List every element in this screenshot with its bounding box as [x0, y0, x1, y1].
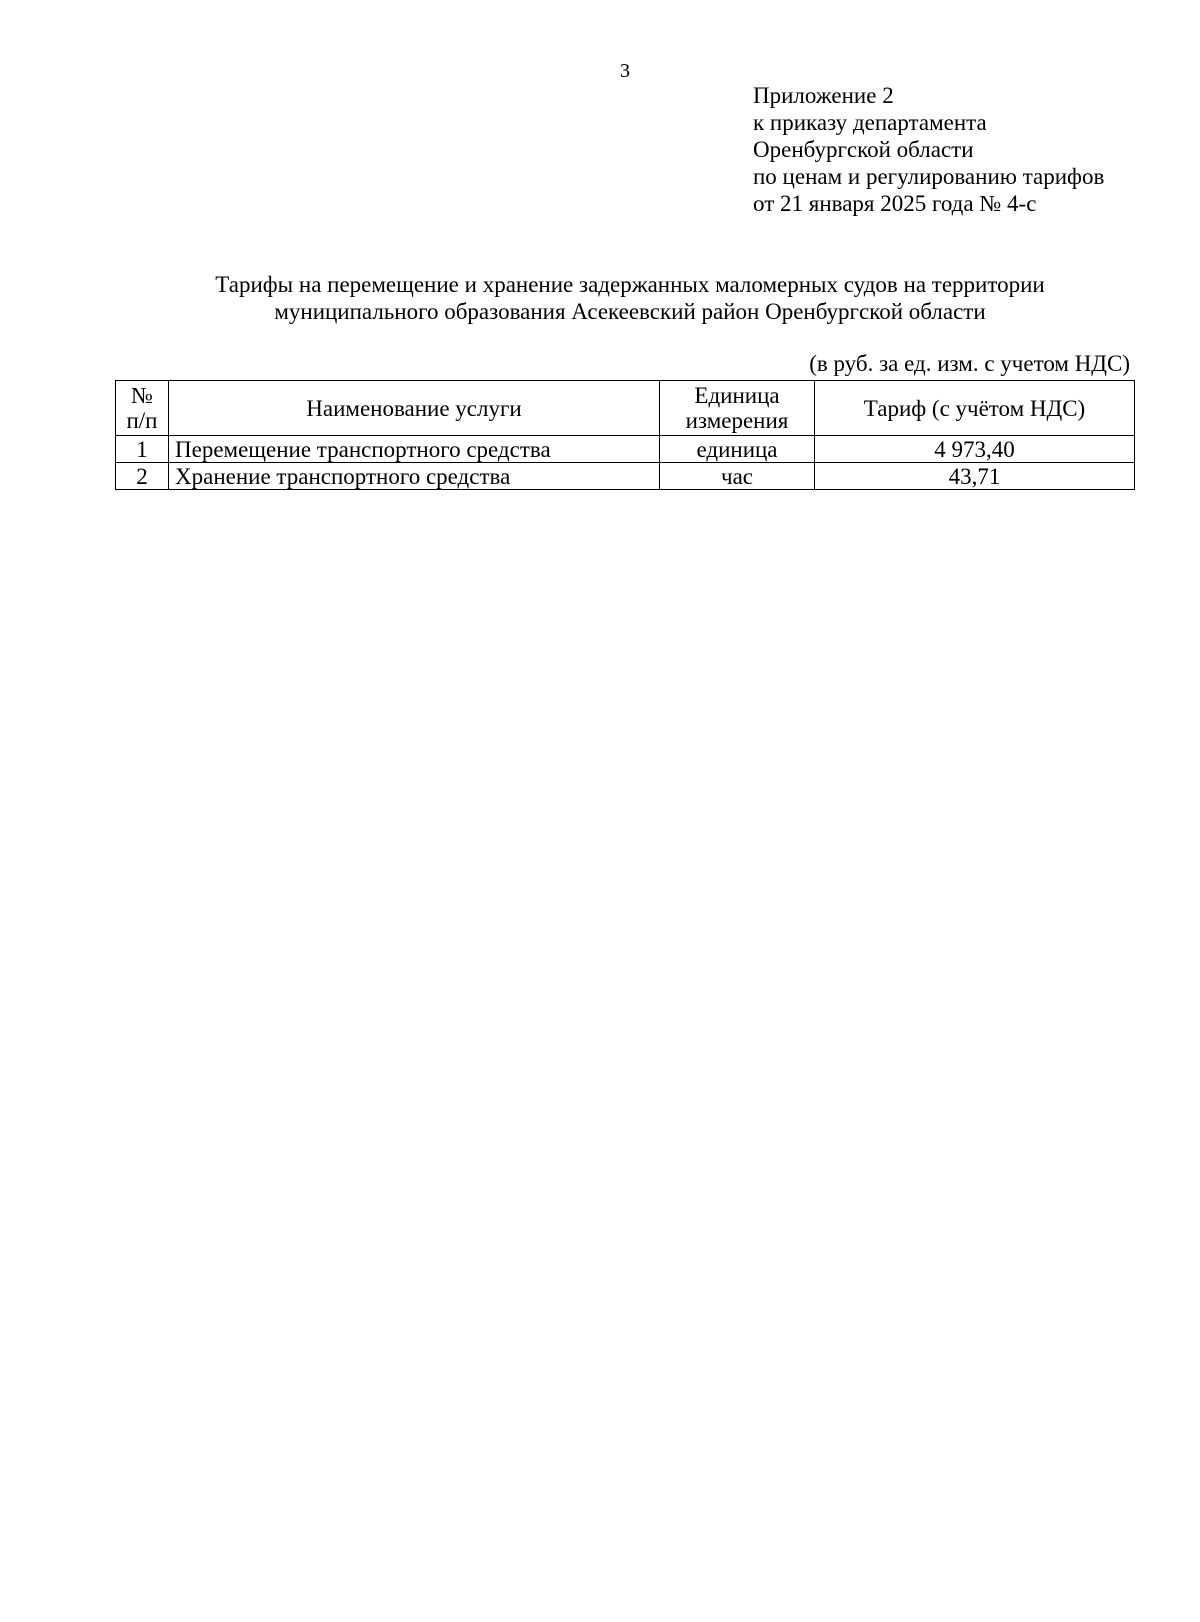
header-num-line: п/п — [126, 408, 158, 433]
table-header-row — [116, 381, 1135, 436]
cell-num: 2 — [116, 463, 169, 490]
cell-unit: единица — [660, 436, 815, 463]
tariff-table — [115, 380, 1135, 490]
title-line: муниципального образования Асекеевский район Оренбургской области — [274, 299, 986, 324]
table-row — [116, 436, 1135, 463]
appendix-line: от 21 января 2025 года № 4-с — [753, 191, 1037, 216]
appendix-line: к приказу департамента — [753, 110, 987, 135]
units-note: (в руб. за ед. изм. с учетом НДС) — [809, 351, 1130, 376]
cell-unit: час — [660, 463, 815, 490]
header-unit-line: измерения — [685, 408, 789, 433]
cell-tariff: 43,71 — [815, 463, 1135, 490]
title-line: Тарифы на перемещение и хранение задержанных маломерных судов на территории — [215, 272, 1045, 297]
cell-tariff: 4 973,40 — [815, 436, 1135, 463]
appendix-block — [753, 82, 1104, 217]
header-unit — [660, 381, 815, 436]
appendix-line: Оренбургской области — [753, 137, 974, 162]
header-num — [116, 381, 169, 436]
appendix-line: Приложение 2 — [753, 83, 894, 108]
table-row — [116, 463, 1135, 490]
header-tariff: Тариф (с учётом НДС) — [815, 381, 1135, 436]
cell-name: Перемещение транспортного средства — [169, 436, 660, 463]
header-unit-line: Единица — [694, 383, 780, 408]
page-number: 3 — [620, 60, 630, 82]
cell-num: 1 — [116, 436, 169, 463]
header-name: Наименование услуги — [169, 381, 660, 436]
document-title — [120, 271, 1140, 325]
header-num-line: № — [131, 383, 153, 408]
appendix-line: по ценам и регулированию тарифов — [753, 164, 1105, 189]
cell-name: Хранение транспортного средства — [169, 463, 660, 490]
